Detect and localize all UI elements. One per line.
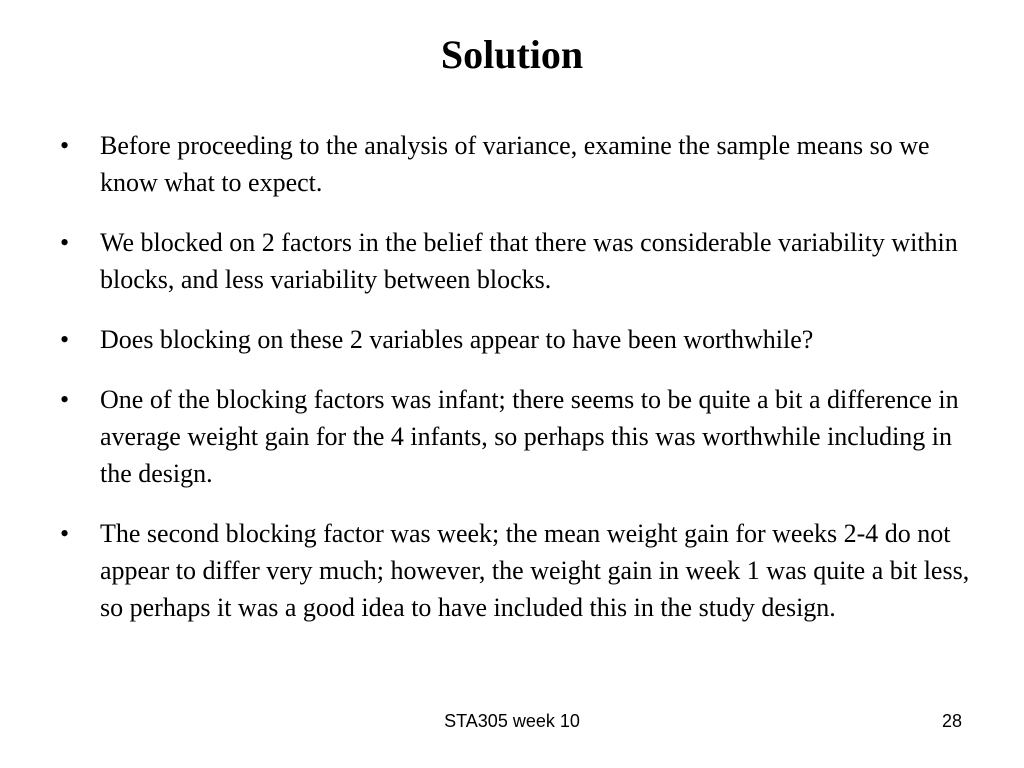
footer-course: STA305 week 10 bbox=[444, 711, 580, 731]
bullet-list bbox=[60, 127, 970, 649]
footer-page-number: 28 bbox=[941, 711, 962, 731]
bullet-item bbox=[60, 515, 970, 626]
bullet-text: Before proceeding to the analysis of variance, examine the sample means so we know what to expect. bbox=[100, 131, 930, 197]
bullet-text: We blocked on 2 factors in the belief that there was considerable variability within blocks, and less variability between blocks. bbox=[100, 228, 958, 294]
bullet-icon: • bbox=[60, 325, 70, 354]
bullet-item bbox=[60, 224, 970, 298]
bullet-icon: • bbox=[60, 385, 70, 414]
bullet-item bbox=[60, 321, 970, 358]
bullet-icon: • bbox=[60, 519, 70, 548]
bullet-icon: • bbox=[60, 131, 70, 160]
bullet-icon: • bbox=[60, 228, 70, 257]
bullet-text: One of the blocking factors was infant; there seems to be quite a bit a difference in average weight gain for the 4 infants, so perhaps this was worthwhile including in the design. bbox=[100, 385, 959, 488]
bullet-item bbox=[60, 381, 970, 492]
bullet-item bbox=[60, 127, 970, 201]
bullet-text: The second blocking factor was week; the mean weight gain for weeks 2-4 do not appear to differ very much; however, the weight gain in week 1 was quite a bit less, so perhaps it was a good idea to have included this in the study design. bbox=[100, 519, 970, 622]
slide-title: Solution bbox=[440, 32, 584, 77]
bullet-text: Does blocking on these 2 variables appear to have been worthwhile? bbox=[100, 325, 814, 354]
